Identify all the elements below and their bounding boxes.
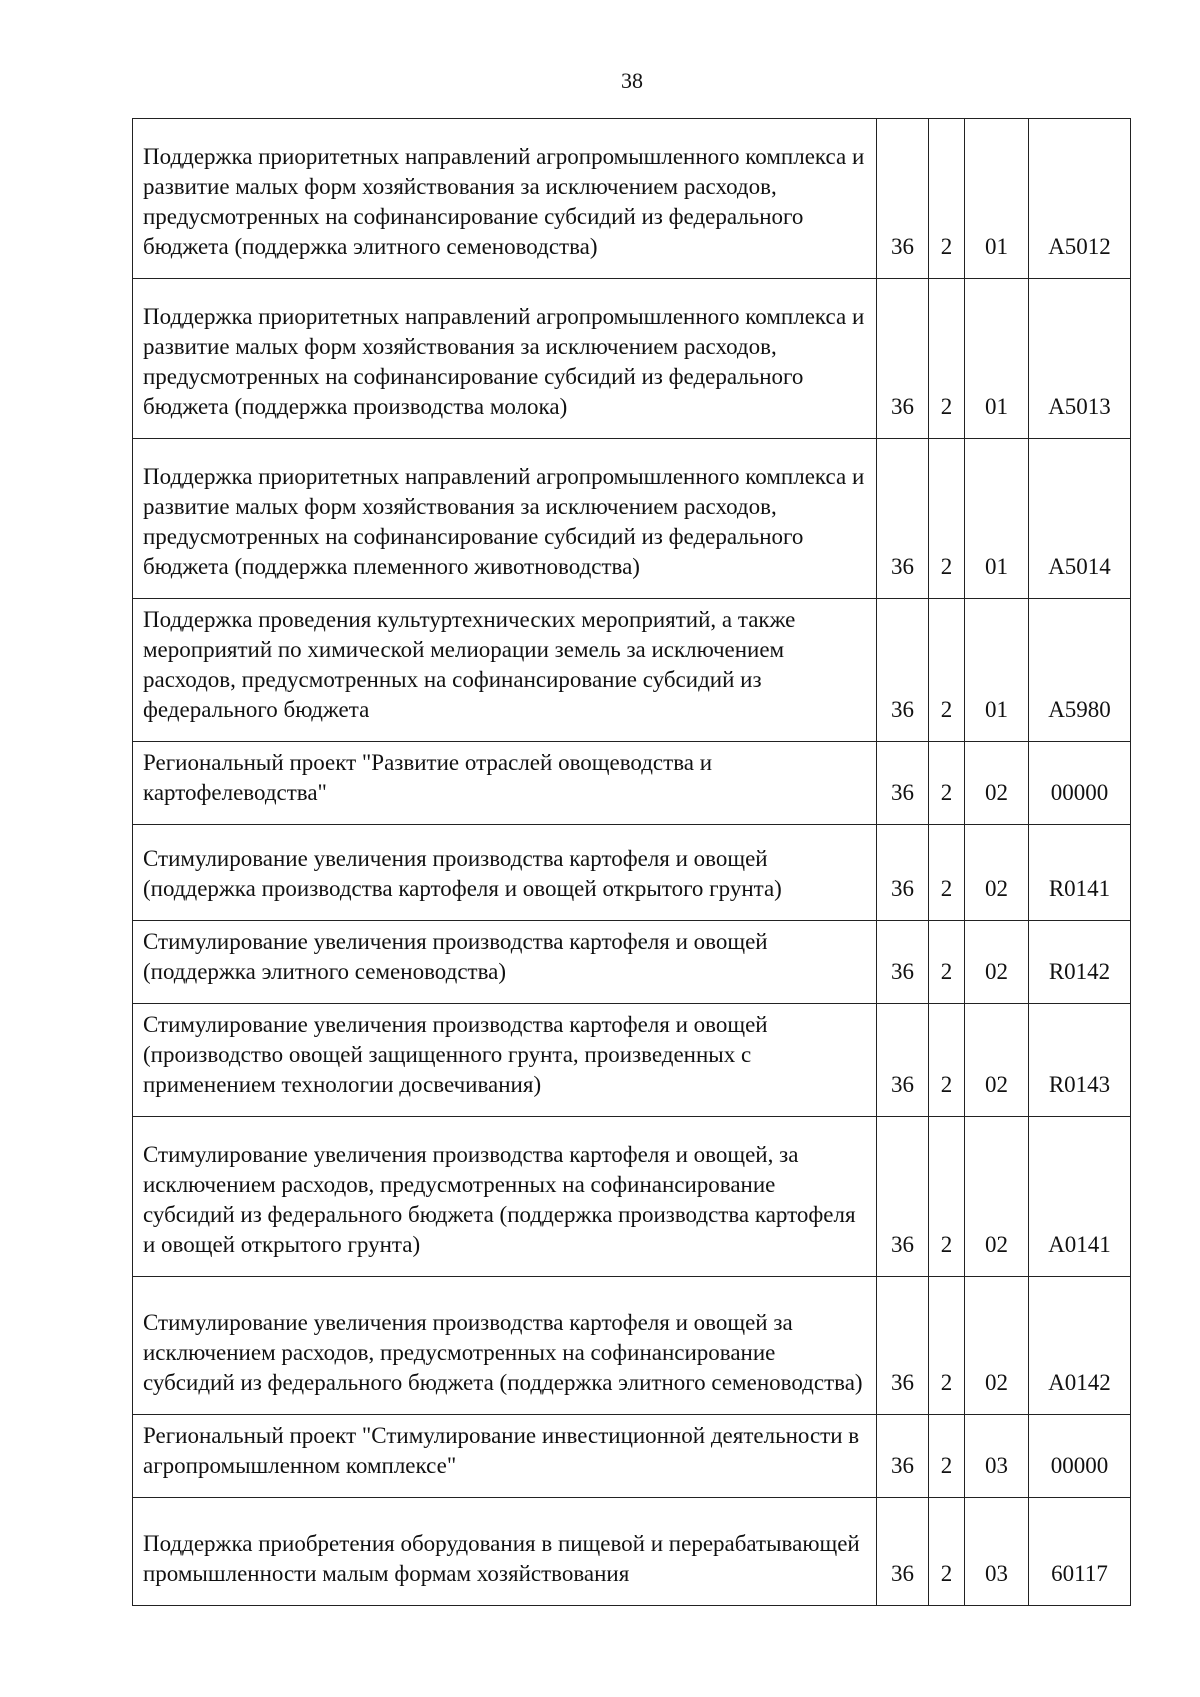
code-department: 36 xyxy=(877,1277,929,1415)
code-subprogram: 02 xyxy=(965,1117,1029,1277)
table-row xyxy=(133,1004,1131,1117)
row-description: Поддержка приоритетных направлений агропромышленного комплекса и развитие малых форм хозяйствования за исключением расходов, предусмотренных на софинансирование субсидий из федерального бюджета (поддержка производства молока) xyxy=(133,279,877,439)
code-department: 36 xyxy=(877,1415,929,1498)
code-target-item: R0143 xyxy=(1029,1004,1131,1117)
row-description: Региональный проект "Развитие отраслей овощеводства и картофелеводства" xyxy=(133,742,877,825)
code-target-item: R0141 xyxy=(1029,825,1131,921)
code-department: 36 xyxy=(877,1117,929,1277)
code-subprogram: 01 xyxy=(965,119,1029,279)
code-program: 2 xyxy=(929,1415,965,1498)
code-subprogram: 02 xyxy=(965,1277,1029,1415)
table-row xyxy=(133,439,1131,599)
budget-classification-table xyxy=(132,118,1131,1606)
code-program: 2 xyxy=(929,1498,965,1606)
code-target-item: 00000 xyxy=(1029,742,1131,825)
code-subprogram: 03 xyxy=(965,1415,1029,1498)
table-row xyxy=(133,279,1131,439)
code-department: 36 xyxy=(877,119,929,279)
code-target-item: А0142 xyxy=(1029,1277,1131,1415)
code-department: 36 xyxy=(877,1498,929,1606)
code-target-item: А5012 xyxy=(1029,119,1131,279)
code-target-item: 00000 xyxy=(1029,1415,1131,1498)
table-row xyxy=(133,119,1131,279)
code-program: 2 xyxy=(929,1277,965,1415)
code-program: 2 xyxy=(929,1004,965,1117)
code-subprogram: 01 xyxy=(965,599,1029,742)
table-row xyxy=(133,1277,1131,1415)
code-department: 36 xyxy=(877,279,929,439)
row-description: Стимулирование увеличения производства картофеля и овощей (поддержка производства картофеля и овощей открытого грунта) xyxy=(133,825,877,921)
code-department: 36 xyxy=(877,439,929,599)
code-department: 36 xyxy=(877,742,929,825)
code-program: 2 xyxy=(929,1117,965,1277)
code-target-item: 60117 xyxy=(1029,1498,1131,1606)
code-department: 36 xyxy=(877,599,929,742)
row-description: Поддержка приобретения оборудования в пищевой и перерабатывающей промышленности малым формам хозяйствования xyxy=(133,1498,877,1606)
table-row xyxy=(133,742,1131,825)
row-description: Поддержка проведения культуртехнических мероприятий, а также мероприятий по химической мелиорации земель за исключением расходов, предусмотренных на софинансирование субсидий из федерального бюджета xyxy=(133,599,877,742)
row-description: Региональный проект "Стимулирование инвестиционной деятельности в агропромышленном комплексе" xyxy=(133,1415,877,1498)
code-program: 2 xyxy=(929,439,965,599)
code-department: 36 xyxy=(877,825,929,921)
code-subprogram: 03 xyxy=(965,1498,1029,1606)
code-target-item: А5013 xyxy=(1029,279,1131,439)
row-description: Стимулирование увеличения производства картофеля и овощей (поддержка элитного семеноводства) xyxy=(133,921,877,1004)
code-department: 36 xyxy=(877,921,929,1004)
code-subprogram: 02 xyxy=(965,921,1029,1004)
code-target-item: А5980 xyxy=(1029,599,1131,742)
code-program: 2 xyxy=(929,279,965,439)
code-subprogram: 02 xyxy=(965,742,1029,825)
table-row xyxy=(133,599,1131,742)
page-number: 38 xyxy=(621,68,643,93)
row-description: Стимулирование увеличения производства картофеля и овощей за исключением расходов, предусмотренных на софинансирование субсидий из федерального бюджета (поддержка элитного семеноводства) xyxy=(133,1277,877,1415)
row-description: Стимулирование увеличения производства картофеля и овощей (производство овощей защищенного грунта, произведенных с применением технологии досвечивания) xyxy=(133,1004,877,1117)
code-target-item: R0142 xyxy=(1029,921,1131,1004)
row-description: Стимулирование увеличения производства картофеля и овощей, за исключением расходов, предусмотренных на софинансирование субсидий из федерального бюджета (поддержка производства картофеля и овощей открытого грунта) xyxy=(133,1117,877,1277)
code-subprogram: 02 xyxy=(965,825,1029,921)
table-row xyxy=(133,825,1131,921)
code-program: 2 xyxy=(929,825,965,921)
code-program: 2 xyxy=(929,599,965,742)
code-department: 36 xyxy=(877,1004,929,1117)
code-target-item: А5014 xyxy=(1029,439,1131,599)
code-program: 2 xyxy=(929,921,965,1004)
code-subprogram: 01 xyxy=(965,439,1029,599)
table-row xyxy=(133,921,1131,1004)
row-description: Поддержка приоритетных направлений агропромышленного комплекса и развитие малых форм хозяйствования за исключением расходов, предусмотренных на софинансирование субсидий из федерального бюджета (поддержка элитного семеноводства) xyxy=(133,119,877,279)
table-row xyxy=(133,1415,1131,1498)
code-subprogram: 02 xyxy=(965,1004,1029,1117)
row-description: Поддержка приоритетных направлений агропромышленного комплекса и развитие малых форм хозяйствования за исключением расходов, предусмотренных на софинансирование субсидий из федерального бюджета (поддержка племенного животноводства) xyxy=(133,439,877,599)
code-program: 2 xyxy=(929,119,965,279)
table-row xyxy=(133,1117,1131,1277)
code-program: 2 xyxy=(929,742,965,825)
code-subprogram: 01 xyxy=(965,279,1029,439)
table-row xyxy=(133,1498,1131,1606)
code-target-item: А0141 xyxy=(1029,1117,1131,1277)
